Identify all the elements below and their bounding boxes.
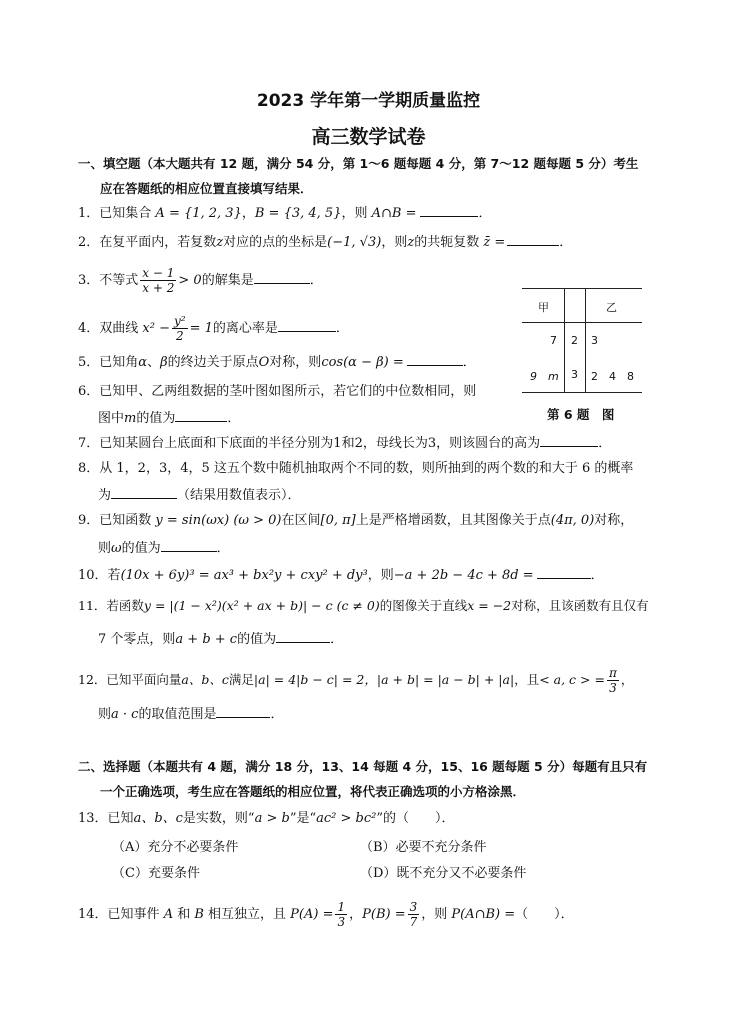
question-number: 11． xyxy=(78,598,107,613)
question-9-line1 xyxy=(78,512,633,530)
math-expression: |a| = 4|b − c| = 2，|a + b| = |a − b| + |a| xyxy=(253,672,515,687)
question-end: ． xyxy=(216,541,230,556)
question-end: ． xyxy=(559,235,573,250)
fraction: $\frac{\text{y²}}{2}$ xyxy=(174,314,186,343)
question-text: 已知某圆台上底面和下底面的半径分别为 xyxy=(99,436,334,451)
question-text: 的值为 xyxy=(237,632,277,647)
math-expression: a > b xyxy=(254,811,290,826)
math-expression: A xyxy=(163,907,174,922)
question-end: ． xyxy=(335,321,349,336)
plot-left-header: 甲 xyxy=(538,301,549,314)
math-expression: y = sin(ωx) (ω > 0) xyxy=(155,513,282,528)
question-text: 是实数，则“ xyxy=(182,811,255,826)
plot-row1-right: 3 xyxy=(591,334,598,347)
question-2 xyxy=(78,233,572,252)
plot-right-header: 乙 xyxy=(606,301,617,314)
fraction: $\frac{1}{3}$ xyxy=(337,900,346,929)
question-text: 7 个零点，则 xyxy=(98,632,176,647)
fraction: $\frac{\pi}{3}$ xyxy=(608,666,617,695)
question-text: 已知集合 xyxy=(99,206,156,221)
question-text: 对称，且该函数有且仅有 xyxy=(511,598,649,613)
question-text: 从 1，2，3，4，5 这五个数中随机抽取两个不同的数，则所抽到的两个数的和大于 6 的概率 xyxy=(99,461,634,476)
question-text: ， xyxy=(349,907,363,922)
question-end: ． xyxy=(309,273,323,288)
plot-row2-left: 9 m xyxy=(530,370,559,383)
math-expression: O xyxy=(258,355,270,370)
option-d[interactable]: （D）既不充分又不必要条件 xyxy=(360,866,527,881)
question-end: ． xyxy=(598,436,612,451)
question-number: 2． xyxy=(78,235,100,250)
question-text: 的值为 xyxy=(136,411,176,426)
question-text: 双曲线 xyxy=(99,321,143,336)
question-text: ”是“ xyxy=(289,811,317,826)
question-end: ． xyxy=(590,568,604,583)
question-text: 已知 xyxy=(107,811,134,826)
math-expression: a + b + c xyxy=(175,632,238,647)
question-text: 则 xyxy=(98,707,112,722)
stem-leaf-plot xyxy=(522,282,642,394)
math-expression: y = |(1 − x²)(x² + ax + b)| − c (c ≠ 0) xyxy=(143,598,380,613)
math-expression: x² − xyxy=(142,321,170,336)
math-expression: β xyxy=(160,355,168,370)
question-text: ，则 xyxy=(421,907,452,922)
math-expression: ω xyxy=(111,541,122,556)
math-expression: (−1, √3) xyxy=(327,235,382,250)
answer-blank[interactable] xyxy=(276,630,330,643)
question-text: 、 xyxy=(147,355,161,370)
math-expression: = 1 xyxy=(189,321,213,336)
question-8-line1 xyxy=(78,460,633,478)
question-number: 13． xyxy=(78,811,108,826)
math-expression: P(A) = xyxy=(290,907,334,922)
question-text: 满足 xyxy=(228,672,254,687)
question-text: 的解集是 xyxy=(201,273,254,288)
question-end: ． xyxy=(270,707,284,722)
plot-row2-right: 2 4 8 xyxy=(591,370,634,383)
question-text: ，则 xyxy=(341,206,372,221)
question-number: 1． xyxy=(78,206,100,221)
question-text: 已知角 xyxy=(99,355,139,370)
question-6-line1 xyxy=(78,383,476,401)
question-12-line1 xyxy=(78,666,633,695)
question-text: ，且 xyxy=(514,672,540,687)
question-7 xyxy=(78,434,611,453)
section2-heading-line1: 二、选择题（本题共有 4 题，满分 18 分，13、14 每题 4 分，15、16 题每题 5 分）每题有且只有 xyxy=(78,759,648,774)
question-number: 4． xyxy=(78,321,100,336)
math-expression: P(A∩B) = xyxy=(451,907,516,922)
math-expression: A∩B = xyxy=(371,206,417,221)
question-text: 对应的点的坐标是 xyxy=(223,235,328,250)
question-text: ”的（ ）． xyxy=(376,811,455,826)
question-13 xyxy=(78,810,454,828)
question-text: 若 xyxy=(107,568,121,583)
math-expression: cos(α − β) = xyxy=(321,355,404,370)
math-expression: < a, c > = xyxy=(539,672,605,687)
question-text: 的取值范围是 xyxy=(138,707,217,722)
question-text: 在复平面内，若复数 xyxy=(99,235,217,250)
question-number: 3． xyxy=(78,273,100,288)
math-expression: (10x + 6y)³ = ax³ + bx²y + cxy² + dy³ xyxy=(120,568,368,583)
question-text: 对称， xyxy=(594,513,634,528)
question-number: 6． xyxy=(78,384,100,399)
question-11-line1 xyxy=(78,597,649,615)
plot-row1-stem: 2 xyxy=(571,334,578,347)
question-number: 5． xyxy=(78,355,100,370)
math-expression: m xyxy=(124,411,137,426)
option-c[interactable]: （C）充要条件 xyxy=(112,866,200,881)
question-number: 12． xyxy=(78,672,107,687)
exam-subtitle: 高三数学试卷 xyxy=(311,126,426,148)
option-a[interactable]: （A）充分不必要条件 xyxy=(112,840,239,855)
question-10 xyxy=(78,566,604,585)
answer-blank[interactable] xyxy=(216,705,270,718)
answer-blank[interactable] xyxy=(111,486,177,499)
math-expression: z xyxy=(407,235,415,250)
answer-blank[interactable] xyxy=(278,319,336,332)
math-expression: z xyxy=(216,235,224,250)
question-number: 10． xyxy=(78,568,108,583)
option-b[interactable]: （B）必要不充分条件 xyxy=(360,840,487,855)
question-text: 的图像关于直线 xyxy=(379,598,468,613)
question-14 xyxy=(78,900,574,929)
answer-blank[interactable] xyxy=(537,566,591,579)
question-text: 上是严格增函数，且其图像关于点 xyxy=(355,513,551,528)
question-text: 图中 xyxy=(98,411,125,426)
question-text: 不等式 xyxy=(99,273,139,288)
question-text: 相互独立，且 xyxy=(203,907,291,922)
answer-blank[interactable] xyxy=(407,353,463,366)
section1-heading-line1: 一、填空题（本大题共有 12 题，满分 54 分，第 1～6 题每题 4 分，第 7～12 题每题 5 分）考生 xyxy=(78,156,639,171)
math-expression: 3 xyxy=(427,436,437,451)
question-text: 对称，则 xyxy=(269,355,322,370)
plot-divider-right xyxy=(585,288,586,392)
plot-header-rule xyxy=(522,322,642,323)
math-expression: a、b、c xyxy=(181,672,229,687)
question-text: 的离心率是 xyxy=(212,321,278,336)
math-expression: a、b、c xyxy=(133,811,183,826)
fraction: $\frac{3}{7}$ xyxy=(409,900,418,929)
question-9-line2 xyxy=(98,539,230,558)
question-text: 若函数 xyxy=(106,598,144,613)
question-text: ，则该圆台的高为 xyxy=(436,436,541,451)
question-6-line2 xyxy=(98,409,240,428)
question-text: 的终边关于原点 xyxy=(167,355,259,370)
math-expression: B = {3, 4, 5} xyxy=(254,206,342,221)
section2-heading-line2: 一个正确选项，考生应在答题纸的相应位置，将代表正确选项的小方格涂黑． xyxy=(100,784,526,799)
question-5 xyxy=(78,353,476,372)
math-expression: P(B) = xyxy=(362,907,406,922)
answer-blank[interactable] xyxy=(540,434,598,447)
question-text: 已知甲、乙两组数据的茎叶图如图所示，若它们的中位数相同，则 xyxy=(99,384,477,399)
question-text: 在区间 xyxy=(281,513,321,528)
answer-blank[interactable] xyxy=(161,539,217,552)
question-end: ． xyxy=(330,632,344,647)
question-number: 14． xyxy=(78,907,108,922)
answer-blank[interactable] xyxy=(507,233,559,246)
math-expression: a · c xyxy=(111,707,139,722)
plot-divider-left xyxy=(564,288,565,392)
question-text: 已知函数 xyxy=(99,513,156,528)
math-expression: −a + 2b − 4c + 8d = xyxy=(393,568,534,583)
question-text: 已知事件 xyxy=(107,907,164,922)
math-expression: ac² > bc² xyxy=(316,811,377,826)
question-3 xyxy=(78,266,323,295)
question-text: ，母线长为 xyxy=(362,436,428,451)
question-text: ， xyxy=(241,206,255,221)
math-expression: B xyxy=(194,907,204,922)
answer-blank[interactable] xyxy=(420,204,478,217)
math-expression: z̄ xyxy=(483,235,491,250)
question-8-line2 xyxy=(98,486,301,505)
question-1 xyxy=(78,204,492,223)
question-text: ， xyxy=(620,672,634,687)
question-text: ，则 xyxy=(381,235,408,250)
question-text: 和 xyxy=(173,907,195,922)
plot-row1-left: 7 xyxy=(550,334,557,347)
question-number: 9． xyxy=(78,513,100,528)
math-expression: 1 xyxy=(333,436,342,451)
question-text: 为 xyxy=(98,488,112,503)
question-text: （ ）． xyxy=(515,907,574,922)
question-12-line2 xyxy=(98,705,283,724)
answer-blank[interactable] xyxy=(175,409,227,422)
answer-blank[interactable] xyxy=(254,271,310,284)
question-text: 的值为 xyxy=(121,541,161,556)
question-text: 已知平面向量 xyxy=(106,672,182,687)
question-text: 和 xyxy=(341,436,355,451)
question-number: 8． xyxy=(78,461,100,476)
figure-caption: 第 6 题 图 xyxy=(547,407,615,422)
question-text: 则 xyxy=(98,541,112,556)
math-expression: x = −2 xyxy=(467,598,512,613)
plot-bottom-rule xyxy=(522,392,642,393)
section1-heading-line2: 应在答题纸的相应位置直接填写结果． xyxy=(100,181,313,196)
question-text: = xyxy=(490,235,506,250)
math-expression: 2 xyxy=(354,436,363,451)
exam-title: 2023 学年第一学期质量监控 xyxy=(256,91,481,111)
fraction: $\frac{x - 1}{x + 2}$ xyxy=(142,266,175,295)
plot-row2-stem: 3 xyxy=(571,368,578,381)
question-text: 的共轭复数 xyxy=(414,235,484,250)
math-expression: [0, π] xyxy=(320,513,356,528)
question-end: ． xyxy=(227,411,241,426)
question-4 xyxy=(78,314,349,343)
question-text: （结果用数值表示）． xyxy=(177,488,301,503)
math-expression: α xyxy=(138,355,148,370)
math-expression: > 0 xyxy=(178,273,202,288)
question-end: ． xyxy=(462,355,476,370)
question-end: ． xyxy=(478,206,492,221)
plot-top-rule xyxy=(522,288,642,289)
math-expression: A = {1, 2, 3} xyxy=(155,206,242,221)
question-number: 7． xyxy=(78,436,100,451)
question-text: ，则 xyxy=(367,568,394,583)
math-expression: (4π, 0) xyxy=(550,513,595,528)
question-11-line2 xyxy=(98,630,343,649)
